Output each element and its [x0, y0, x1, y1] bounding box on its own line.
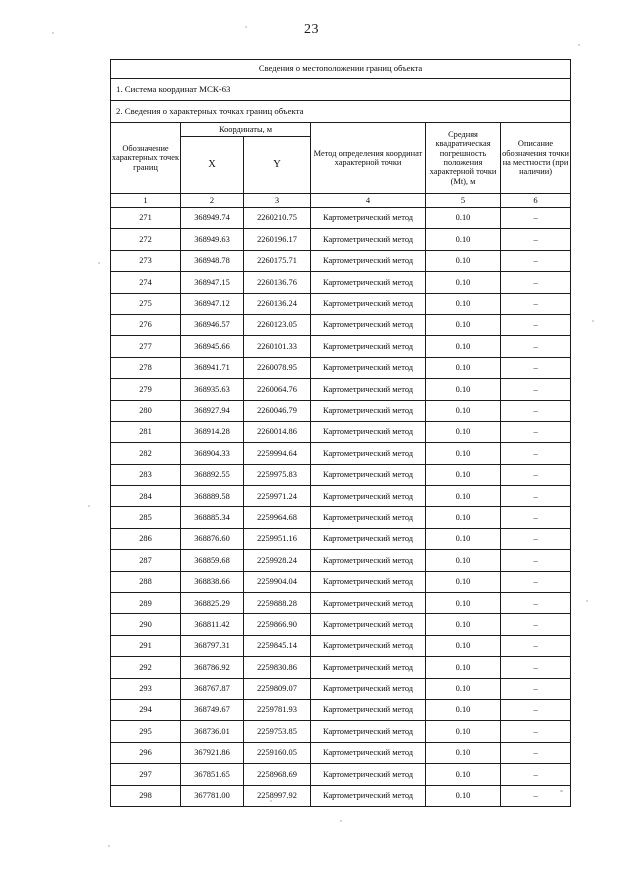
- cell-point: 279: [111, 379, 181, 400]
- cell-x: 368949.63: [181, 229, 244, 250]
- table-row: [111, 421, 571, 442]
- table-row: [111, 250, 571, 271]
- cell-y: 2260101.33: [244, 336, 311, 357]
- cell-y: 2259951.16: [244, 528, 311, 549]
- cell-x: 368767.87: [181, 678, 244, 699]
- cell-description: –: [501, 721, 571, 742]
- scan-speck: [592, 320, 594, 322]
- table-row: [111, 678, 571, 699]
- cell-description: –: [501, 293, 571, 314]
- cell-x: 367921.86: [181, 742, 244, 763]
- header-coordinates-group: Координаты, м: [181, 123, 311, 137]
- cell-error: 0.10: [426, 550, 501, 571]
- cell-point: 297: [111, 764, 181, 785]
- table-row: [111, 272, 571, 293]
- cell-y: 2259928.24: [244, 550, 311, 571]
- cell-description: –: [501, 507, 571, 528]
- cell-point: 284: [111, 486, 181, 507]
- cell-method: Картометрический метод: [311, 272, 426, 293]
- scan-speck: [578, 44, 580, 46]
- cell-point: 288: [111, 571, 181, 592]
- table-row: [111, 464, 571, 485]
- cell-y: 2260136.76: [244, 272, 311, 293]
- column-number-4: 4: [311, 194, 426, 208]
- table-title-row: [111, 60, 571, 79]
- cell-error: 0.10: [426, 764, 501, 785]
- cell-method: Картометрический метод: [311, 635, 426, 656]
- cell-y: 2258968.69: [244, 764, 311, 785]
- cell-error: 0.10: [426, 293, 501, 314]
- cell-description: –: [501, 336, 571, 357]
- cell-method: Картометрический метод: [311, 486, 426, 507]
- cell-y: 2259809.07: [244, 678, 311, 699]
- cell-y: 2259971.24: [244, 486, 311, 507]
- cell-description: –: [501, 464, 571, 485]
- cell-x: 368859.68: [181, 550, 244, 571]
- table-row: [111, 571, 571, 592]
- cell-point: 295: [111, 721, 181, 742]
- cell-x: 368786.92: [181, 657, 244, 678]
- cell-method: Картометрический метод: [311, 721, 426, 742]
- cell-y: 2260175.71: [244, 250, 311, 271]
- cell-description: –: [501, 400, 571, 421]
- cell-error: 0.10: [426, 614, 501, 635]
- cell-y: 2259781.93: [244, 699, 311, 720]
- cell-y: 2259964.68: [244, 507, 311, 528]
- cell-description: –: [501, 379, 571, 400]
- scan-speck: [52, 32, 54, 34]
- cell-method: Картометрический метод: [311, 314, 426, 335]
- cell-point: 290: [111, 614, 181, 635]
- cell-y: 2260046.79: [244, 400, 311, 421]
- cell-point: 280: [111, 400, 181, 421]
- table-row: [111, 379, 571, 400]
- cell-method: Картометрический метод: [311, 528, 426, 549]
- cell-description: –: [501, 657, 571, 678]
- cell-y: 2260064.76: [244, 379, 311, 400]
- header-point-description: Описание обозначения точки на местности (при наличии): [501, 123, 571, 194]
- header-determination-method: Метод определения координат характерной точки: [311, 123, 426, 194]
- table-title: Сведения о местоположении границ объекта: [111, 60, 571, 79]
- cell-error: 0.10: [426, 421, 501, 442]
- table-row: [111, 357, 571, 378]
- cell-point: 278: [111, 357, 181, 378]
- cell-error: 0.10: [426, 785, 501, 806]
- scan-speck: [98, 262, 100, 264]
- cell-method: Картометрический метод: [311, 250, 426, 271]
- cell-method: Картометрический метод: [311, 593, 426, 614]
- header-mean-square-error: Средняя квадратическая погрешность положения характерной точки (Мt), м: [426, 123, 501, 194]
- cell-method: Картометрический метод: [311, 614, 426, 635]
- cell-x: 368914.28: [181, 421, 244, 442]
- table-body: [111, 60, 571, 807]
- table-row: [111, 208, 571, 229]
- cell-method: Картометрический метод: [311, 293, 426, 314]
- scan-speck: [108, 845, 110, 847]
- table-row: [111, 785, 571, 806]
- table-row: [111, 764, 571, 785]
- cell-x: 368948.78: [181, 250, 244, 271]
- cell-error: 0.10: [426, 400, 501, 421]
- cell-point: 276: [111, 314, 181, 335]
- table-row: [111, 443, 571, 464]
- header-coordinate-y: Y: [244, 137, 311, 194]
- cell-point: 292: [111, 657, 181, 678]
- cell-method: Картометрический метод: [311, 507, 426, 528]
- cell-error: 0.10: [426, 229, 501, 250]
- header-point-designation: Обозначение характерных точек границ: [111, 123, 181, 194]
- cell-error: 0.10: [426, 486, 501, 507]
- column-number-6: 6: [501, 194, 571, 208]
- cell-point: 272: [111, 229, 181, 250]
- table-row: [111, 400, 571, 421]
- scan-speck: [340, 820, 342, 822]
- table-row: [111, 593, 571, 614]
- cell-y: 2260136.24: [244, 293, 311, 314]
- cell-error: 0.10: [426, 742, 501, 763]
- cell-description: –: [501, 550, 571, 571]
- cell-error: 0.10: [426, 464, 501, 485]
- cell-x: 368825.29: [181, 593, 244, 614]
- cell-point: 286: [111, 528, 181, 549]
- cell-description: –: [501, 421, 571, 442]
- cell-description: –: [501, 678, 571, 699]
- cell-x: 368927.94: [181, 400, 244, 421]
- table-row: [111, 528, 571, 549]
- cell-error: 0.10: [426, 208, 501, 229]
- cell-method: Картометрический метод: [311, 678, 426, 699]
- cell-point: 277: [111, 336, 181, 357]
- cell-method: Картометрический метод: [311, 208, 426, 229]
- cell-description: –: [501, 314, 571, 335]
- cell-x: 368838.66: [181, 571, 244, 592]
- cell-error: 0.10: [426, 699, 501, 720]
- cell-method: Картометрический метод: [311, 336, 426, 357]
- cell-x: 367851.65: [181, 764, 244, 785]
- cell-x: 367781.00: [181, 785, 244, 806]
- cell-error: 0.10: [426, 336, 501, 357]
- cell-description: –: [501, 571, 571, 592]
- cell-y: 2259994.64: [244, 443, 311, 464]
- cell-description: –: [501, 528, 571, 549]
- cell-y: 2259753.85: [244, 721, 311, 742]
- cell-x: 368904.33: [181, 443, 244, 464]
- cell-y: 2259904.04: [244, 571, 311, 592]
- cell-x: 368946.57: [181, 314, 244, 335]
- column-number-2: 2: [181, 194, 244, 208]
- cell-method: Картометрический метод: [311, 742, 426, 763]
- cell-method: Картометрический метод: [311, 550, 426, 571]
- cell-y: 2259975.83: [244, 464, 311, 485]
- cell-y: 2259160.05: [244, 742, 311, 763]
- table-row: [111, 742, 571, 763]
- cell-description: –: [501, 443, 571, 464]
- table-row: [111, 699, 571, 720]
- cell-error: 0.10: [426, 314, 501, 335]
- cell-y: 2260123.05: [244, 314, 311, 335]
- cell-x: 368876.60: [181, 528, 244, 549]
- cell-point: 283: [111, 464, 181, 485]
- table-row: [111, 550, 571, 571]
- cell-point: 282: [111, 443, 181, 464]
- cell-point: 291: [111, 635, 181, 656]
- table-row: [111, 293, 571, 314]
- cell-method: Картометрический метод: [311, 443, 426, 464]
- cell-description: –: [501, 699, 571, 720]
- cell-y: 2259830.86: [244, 657, 311, 678]
- cell-x: 368811.42: [181, 614, 244, 635]
- scan-speck: [245, 26, 247, 28]
- cell-y: 2260078.95: [244, 357, 311, 378]
- table-row: [111, 229, 571, 250]
- cell-error: 0.10: [426, 272, 501, 293]
- cell-method: Картометрический метод: [311, 571, 426, 592]
- cell-point: 289: [111, 593, 181, 614]
- cell-error: 0.10: [426, 379, 501, 400]
- cell-x: 368889.58: [181, 486, 244, 507]
- cell-point: 294: [111, 699, 181, 720]
- cell-method: Картометрический метод: [311, 357, 426, 378]
- cell-error: 0.10: [426, 528, 501, 549]
- cell-point: 285: [111, 507, 181, 528]
- column-number-1: 1: [111, 194, 181, 208]
- cell-y: 2259866.90: [244, 614, 311, 635]
- page-number: 23: [304, 22, 319, 37]
- column-number-3: 3: [244, 194, 311, 208]
- cell-description: –: [501, 593, 571, 614]
- header-coordinate-x: X: [181, 137, 244, 194]
- cell-y: 2258997.92: [244, 785, 311, 806]
- table-row: [111, 635, 571, 656]
- cell-error: 0.10: [426, 443, 501, 464]
- cell-point: 275: [111, 293, 181, 314]
- cell-error: 0.10: [426, 250, 501, 271]
- cell-point: 293: [111, 678, 181, 699]
- table-row: [111, 614, 571, 635]
- cell-method: Картометрический метод: [311, 229, 426, 250]
- cell-y: 2260210.75: [244, 208, 311, 229]
- cell-x: 368797.31: [181, 635, 244, 656]
- cell-method: Картометрический метод: [311, 400, 426, 421]
- cell-x: 368947.15: [181, 272, 244, 293]
- cell-error: 0.10: [426, 593, 501, 614]
- cell-description: –: [501, 357, 571, 378]
- cell-y: 2260014.86: [244, 421, 311, 442]
- cell-x: 368949.74: [181, 208, 244, 229]
- cell-method: Картометрический метод: [311, 699, 426, 720]
- cell-method: Картометрический метод: [311, 464, 426, 485]
- cell-method: Картометрический метод: [311, 421, 426, 442]
- section-1-label: 1. Система координат МСК-63: [111, 79, 571, 101]
- cell-point: 287: [111, 550, 181, 571]
- cell-point: 296: [111, 742, 181, 763]
- cell-description: –: [501, 742, 571, 763]
- cell-method: Картометрический метод: [311, 764, 426, 785]
- cell-y: 2259845.14: [244, 635, 311, 656]
- cell-error: 0.10: [426, 357, 501, 378]
- scan-speck: [586, 600, 588, 602]
- cell-x: 368749.67: [181, 699, 244, 720]
- cell-description: –: [501, 486, 571, 507]
- cell-point: 281: [111, 421, 181, 442]
- cell-x: 368885.34: [181, 507, 244, 528]
- cell-error: 0.10: [426, 678, 501, 699]
- table-row: [111, 486, 571, 507]
- table-row: [111, 314, 571, 335]
- cell-x: 368945.66: [181, 336, 244, 357]
- section-row-coordinate-system: [111, 79, 571, 101]
- table-row: [111, 721, 571, 742]
- boundary-points-table: [110, 59, 571, 807]
- header-row-main: [111, 123, 571, 137]
- scan-speck: [88, 505, 90, 507]
- cell-x: 368892.55: [181, 464, 244, 485]
- column-number-row: [111, 194, 571, 208]
- table-row: [111, 507, 571, 528]
- cell-description: –: [501, 785, 571, 806]
- cell-y: 2259888.28: [244, 593, 311, 614]
- cell-method: Картометрический метод: [311, 657, 426, 678]
- cell-description: –: [501, 764, 571, 785]
- cell-error: 0.10: [426, 571, 501, 592]
- cell-description: –: [501, 250, 571, 271]
- cell-error: 0.10: [426, 657, 501, 678]
- cell-description: –: [501, 229, 571, 250]
- section-row-points-info: [111, 101, 571, 123]
- cell-x: 368941.71: [181, 357, 244, 378]
- cell-error: 0.10: [426, 721, 501, 742]
- cell-description: –: [501, 208, 571, 229]
- cell-method: Картометрический метод: [311, 785, 426, 806]
- cell-x: 368935.63: [181, 379, 244, 400]
- cell-error: 0.10: [426, 507, 501, 528]
- cell-x: 368947.12: [181, 293, 244, 314]
- cell-point: 274: [111, 272, 181, 293]
- cell-description: –: [501, 272, 571, 293]
- table-row: [111, 336, 571, 357]
- cell-description: –: [501, 635, 571, 656]
- cell-method: Картометрический метод: [311, 379, 426, 400]
- cell-point: 273: [111, 250, 181, 271]
- section-2-label: 2. Сведения о характерных точках границ объекта: [111, 101, 571, 123]
- cell-description: –: [501, 614, 571, 635]
- column-number-5: 5: [426, 194, 501, 208]
- cell-point: 271: [111, 208, 181, 229]
- cell-y: 2260196.17: [244, 229, 311, 250]
- cell-point: 298: [111, 785, 181, 806]
- table-row: [111, 657, 571, 678]
- cell-error: 0.10: [426, 635, 501, 656]
- cell-x: 368736.01: [181, 721, 244, 742]
